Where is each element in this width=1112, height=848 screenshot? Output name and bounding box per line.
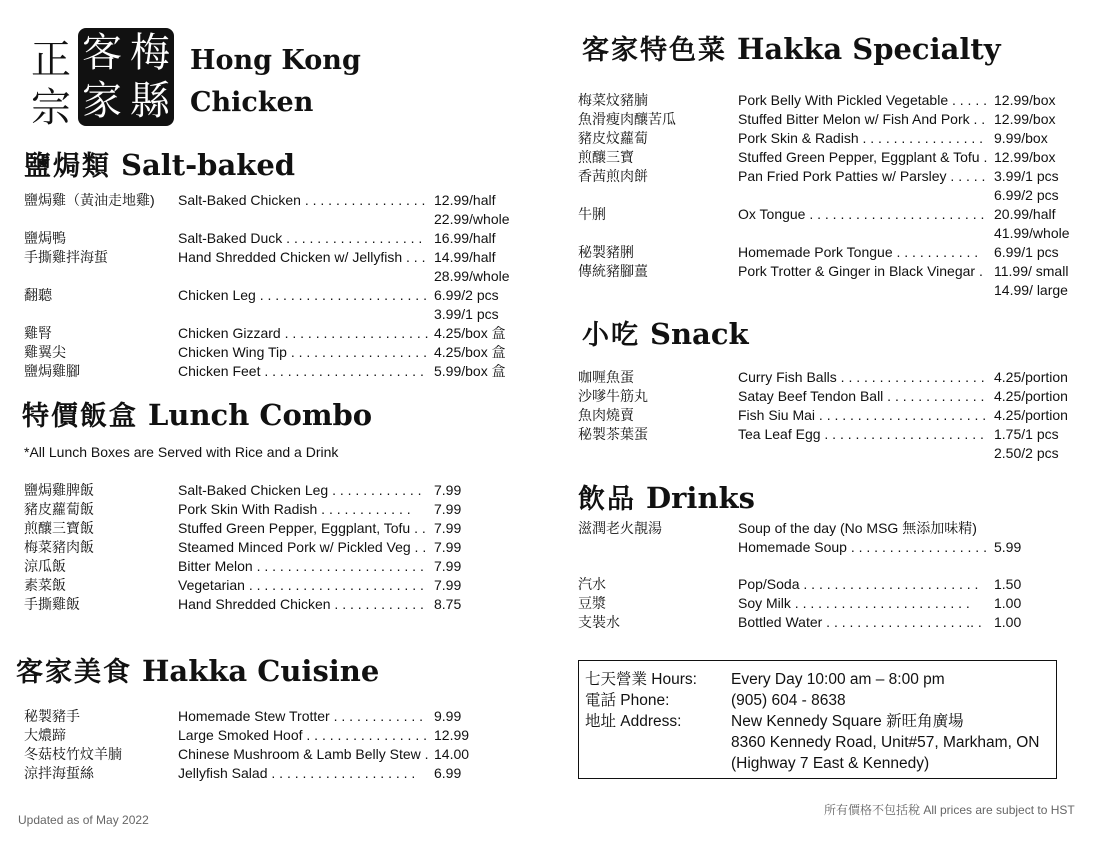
item-chinese-name: 大燶蹄 (24, 727, 66, 743)
logo-seal (78, 28, 174, 126)
item-chinese-name: 煎釀三寶飯 (24, 520, 94, 536)
brand-line-2: Chicken (190, 87, 314, 118)
menu-item-row (578, 167, 1088, 186)
item-english-name: Soup of the day (No MSG 無添加味精) (738, 520, 977, 536)
menu-item-row (578, 444, 1088, 463)
item-price: 7.99 (434, 558, 462, 574)
item-price: 14.99/half (434, 249, 496, 265)
item-chinese-name: 雞腎 (24, 325, 52, 341)
menu-item-row (24, 519, 524, 538)
menu-item-row (578, 129, 1088, 148)
item-english-name: Tea Leaf Egg . . . . . . . . . . . . . . . . . . . . . (738, 426, 984, 442)
menu-item-row (24, 324, 524, 343)
menu-item-row (578, 575, 1088, 594)
address-line-3 (585, 753, 1056, 774)
item-price: 14.99/ large (994, 282, 1068, 298)
menu-item-row (578, 186, 1088, 205)
item-english-name: Salt-Baked Duck . . . . . . . . . . . . . . . . . . (178, 230, 423, 246)
menu-item-row (24, 210, 524, 229)
item-price: 7.99 (434, 501, 462, 517)
item-chinese-name: 梅菜炆豬腩 (578, 92, 648, 108)
item-english-name: Pork Skin & Radish . . . . . . . . . . . . . . . . (738, 130, 984, 146)
logo-char: 梅 (130, 30, 170, 76)
section-title-salt-baked: 鹽焗類 Salt-baked (24, 148, 296, 182)
item-chinese-name: 涼瓜飯 (24, 558, 66, 574)
item-price: 22.99/whole (434, 211, 510, 227)
logo-char: 客 (82, 30, 122, 76)
hours-value: Every Day 10:00 am – 8:00 pm (731, 671, 945, 688)
item-price: 4.25/box 盒 (434, 344, 506, 360)
item-chinese-name: 手撕雞飯 (24, 596, 80, 612)
item-english-name: Chicken Feet . . . . . . . . . . . . . . . . . . . . . (178, 363, 424, 379)
item-chinese-name: 雞翼尖 (24, 344, 66, 360)
item-chinese-name: 手撕雞拌海蜇 (24, 249, 108, 265)
item-english-name: Pop/Soda . . . . . . . . . . . . . . . . . . . . . . . (738, 576, 979, 592)
item-price: 6.99/2 pcs (994, 187, 1059, 203)
item-chinese-name: 豆漿 (578, 595, 606, 611)
address-line (585, 711, 1056, 732)
hours-line (585, 669, 1056, 690)
item-price: 11.99/ small (994, 263, 1069, 279)
updated-note: Updated as of May 2022 (18, 813, 149, 827)
menu-item-row (578, 110, 1088, 129)
item-price: 4.25/portion (994, 388, 1068, 404)
menu-item-row (24, 248, 524, 267)
section-title-snack: 小吃 Snack (582, 317, 749, 351)
item-price: 4.25/box 盒 (434, 325, 506, 341)
item-english-name: Bitter Melon . . . . . . . . . . . . . . . . . . . . . . (178, 558, 424, 574)
section-title-hakka-cuisine: 客家美食 Hakka Cuisine (16, 654, 380, 688)
item-price: 3.99/1 pcs (434, 306, 499, 322)
item-english-name: Fish Siu Mai . . . . . . . . . . . . . . . . . . . . . . (738, 407, 987, 423)
item-chinese-name: 豬皮炆蘿蔔 (578, 130, 648, 146)
item-price: 12.99 (434, 727, 470, 743)
menu-item-row (24, 191, 524, 210)
brand-line-1: Hong Kong (190, 45, 361, 76)
item-chinese-name: 煎釀三寶 (578, 149, 634, 165)
item-price: 7.99 (434, 577, 462, 593)
logo-char: 正 (31, 37, 71, 83)
tax-note: 所有價格不包括稅 All prices are subject to HST (824, 803, 1075, 817)
item-english-name: Hand Shredded Chicken w/ Jellyfish . . . (178, 249, 426, 265)
item-chinese-name: 豬皮蘿蔔飯 (24, 501, 94, 517)
menu-item-row (578, 594, 1088, 613)
item-english-name: Salt-Baked Chicken Leg . . . . . . . . . . . . (178, 482, 422, 498)
hours-label: 七天營業 Hours: (585, 671, 697, 688)
item-english-name: Chicken Gizzard . . . . . . . . . . . . . . . . . . . (178, 325, 429, 341)
item-price: 5.99 (994, 539, 1022, 555)
menu-item-row (24, 595, 524, 614)
menu-list-salt-baked (24, 191, 524, 381)
item-chinese-name: 鹽焗雞脾飯 (24, 482, 94, 498)
item-price: 9.99/box (994, 130, 1048, 146)
menu-item-row (578, 148, 1088, 167)
item-english-name: Vegetarian . . . . . . . . . . . . . . . . . . . . . . . (178, 577, 424, 593)
item-chinese-name: 鹽焗雞（黃油走地雞) (24, 192, 155, 208)
item-english-name: Satay Beef Tendon Ball . . . . . . . . . . . . . (738, 388, 985, 404)
item-english-name: Hand Shredded Chicken . . . . . . . . . . . . (178, 596, 424, 612)
address-label: 地址 Address: (585, 713, 682, 730)
menu-item-row (24, 343, 524, 362)
menu-list-drinks (578, 575, 1088, 632)
item-chinese-name: 冬菇枝竹炆羊腩 (24, 746, 122, 762)
menu-item-row (24, 707, 524, 726)
menu-item-row (24, 305, 524, 324)
item-english-name: Curry Fish Balls . . . . . . . . . . . . . . . . . . . (738, 369, 985, 385)
item-chinese-name: 秘製茶葉蛋 (578, 426, 648, 442)
address-line-2 (585, 732, 1056, 753)
menu-item-row (24, 500, 524, 519)
item-price: 7.99 (434, 539, 462, 555)
menu-item-row (24, 229, 524, 248)
item-price: 14.00 (434, 746, 470, 762)
menu-item-row (578, 425, 1088, 444)
menu-item-row (24, 267, 524, 286)
menu-item-row (578, 91, 1088, 110)
item-price: 5.99/box 盒 (434, 363, 506, 379)
item-price: 3.99/1 pcs (994, 168, 1059, 184)
item-english-name: Steamed Minced Pork w/ Pickled Veg . . (178, 539, 427, 555)
item-price: 1.00 (994, 595, 1022, 611)
phone-label: 電話 Phone: (585, 692, 670, 709)
item-price: 6.99/2 pcs (434, 287, 499, 303)
item-english-name: Soy Milk . . . . . . . . . . . . . . . . . . . . . . . (738, 595, 970, 611)
item-chinese-name: 牛脷 (578, 206, 606, 222)
item-english-name: Pork Skin With Radish . . . . . . . . . . . . (178, 501, 411, 517)
item-english-name: Jellyfish Salad . . . . . . . . . . . . . . . . . . . (178, 765, 416, 781)
item-price: 1.75/1 pcs (994, 426, 1059, 442)
item-price: 4.25/portion (994, 407, 1068, 423)
item-chinese-name: 沙嗲牛筋丸 (578, 388, 648, 404)
item-chinese-name: 香茜煎肉餅 (578, 168, 648, 184)
menu-item-row (24, 557, 524, 576)
item-chinese-name: 支裝水 (578, 614, 620, 630)
item-price: 12.99/box (994, 92, 1056, 108)
item-chinese-name: 鹽焗鴨 (24, 230, 66, 246)
item-price: 8.75 (434, 596, 462, 612)
menu-item-row (578, 205, 1088, 224)
item-chinese-name: 涼拌海蜇絲 (24, 765, 94, 781)
menu-item-row (578, 406, 1088, 425)
item-price: 1.50 (994, 576, 1022, 592)
item-chinese-name: 傳統豬腳薑 (578, 263, 648, 279)
lunch-note: *All Lunch Boxes are Served with Rice and a Drink (24, 444, 339, 460)
menu-item-row (24, 576, 524, 595)
menu-item-row (24, 286, 524, 305)
item-chinese-name: 秘製豬脷 (578, 244, 634, 260)
item-price: 4.25/portion (994, 369, 1068, 385)
item-price: 2.50/2 pcs (994, 445, 1059, 461)
menu-list-hakka-specialty (578, 91, 1088, 300)
menu-list-snack (578, 368, 1088, 463)
logo-char: 縣 (130, 78, 170, 124)
item-english-name: Stuffed Green Pepper, Eggplant & Tofu . (738, 149, 988, 165)
item-price: 41.99/whole (994, 225, 1070, 241)
item-price: 9.99 (434, 708, 462, 724)
item-english-name: Chicken Leg . . . . . . . . . . . . . . . . . . . . . . (178, 287, 427, 303)
item-english-name: Stuffed Green Pepper, Eggplant, Tofu . . (178, 520, 426, 536)
section-title-drinks: 飲品 Drinks (578, 481, 755, 515)
item-chinese-name: 咖喱魚蛋 (578, 369, 634, 385)
menu-item-row (578, 613, 1088, 632)
item-price: 12.99/half (434, 192, 496, 208)
menu-item-row (24, 362, 524, 381)
menu-item-row (578, 262, 1088, 281)
item-chinese-name: 翻聽 (24, 287, 52, 303)
item-english-name: Homemade Pork Tongue . . . . . . . . . . . (738, 244, 979, 260)
menu-item-row (578, 368, 1088, 387)
item-price: 1.00 (994, 614, 1022, 630)
menu-list-lunch-combo (24, 481, 524, 614)
menu-item-row (24, 745, 524, 764)
item-english-name: Chinese Mushroom & Lamb Belly Stew . (178, 746, 429, 762)
section-title-hakka-specialty: 客家特色菜 Hakka Specialty (582, 32, 1001, 66)
menu-item-row (578, 224, 1088, 243)
phone-line (585, 690, 1056, 711)
item-english-name: Pan Fried Pork Patties w/ Parsley . . . . . (738, 168, 986, 184)
address-value: (Highway 7 East & Kennedy) (731, 755, 930, 772)
item-price: 6.99 (434, 765, 462, 781)
item-price: 20.99/half (994, 206, 1056, 222)
menu-item-row (578, 243, 1088, 262)
menu-item-row (24, 538, 524, 557)
menu-item-row (578, 387, 1088, 406)
item-price: 16.99/half (434, 230, 496, 246)
section-title-lunch-combo: 特價飯盒 Lunch Combo (22, 398, 373, 432)
soup-item (578, 519, 1088, 559)
item-english-name: Homemade Stew Trotter . . . . . . . . . . . . (178, 708, 424, 724)
item-chinese-name: 秘製豬手 (24, 708, 80, 724)
menu-item-row (24, 764, 524, 783)
item-price: 7.99 (434, 520, 462, 536)
logo-char: 家 (82, 78, 122, 124)
item-chinese-name: 魚肉燒賣 (578, 407, 634, 423)
item-english-name: Salt-Baked Chicken . . . . . . . . . . . . . . . . (178, 192, 426, 208)
address-value: New Kennedy Square 新旺角廣場 (731, 713, 964, 730)
menu-list-hakka-cuisine (24, 707, 524, 783)
item-english-name: Ox Tongue . . . . . . . . . . . . . . . . . . . . . . . (738, 206, 985, 222)
item-chinese-name: 鹽焗雞腳 (24, 363, 80, 379)
logo-char: 宗 (31, 85, 71, 131)
item-chinese-name: 滋潤老火靚湯 (578, 520, 662, 536)
item-price: 12.99/box (994, 149, 1056, 165)
item-chinese-name: 汽水 (578, 576, 606, 592)
item-english-name: Large Smoked Hoof . . . . . . . . . . . . . . . . (178, 727, 427, 743)
menu-item-row (578, 281, 1088, 300)
phone-value[interactable]: (905) 604 - 8638 (731, 692, 846, 709)
item-price: 12.99/box (994, 111, 1056, 127)
item-english-name: Pork Trotter & Ginger in Black Vinegar . (738, 263, 983, 279)
item-chinese-name: 素菜飯 (24, 577, 66, 593)
item-english-name: Homemade Soup . . . . . . . . . . . . . . . . . . (738, 539, 987, 555)
menu-item-row (24, 481, 524, 500)
store-info-box (578, 660, 1057, 779)
item-price: 6.99/1 pcs (994, 244, 1059, 260)
brand-name (190, 40, 361, 124)
menu-item-row (24, 726, 524, 745)
item-chinese-name: 梅菜豬肉飯 (24, 539, 94, 555)
item-english-name: Chicken Wing Tip . . . . . . . . . . . . . . . . . . (178, 344, 427, 360)
item-english-name: Pork Belly With Pickled Vegetable . . . . . (738, 92, 987, 108)
logo-left-characters (28, 36, 74, 132)
item-price: 28.99/whole (434, 268, 510, 284)
item-chinese-name: 魚滑瘦肉釀苦瓜 (578, 111, 676, 127)
item-english-name: Bottled Water . . . . . . . . . . . . . . . . . . .. . (738, 614, 982, 630)
item-price: 7.99 (434, 482, 462, 498)
item-english-name: Stuffed Bitter Melon w/ Fish And Pork . . (738, 111, 986, 127)
address-value: 8360 Kennedy Road, Unit#57, Markham, ON (731, 734, 1040, 751)
